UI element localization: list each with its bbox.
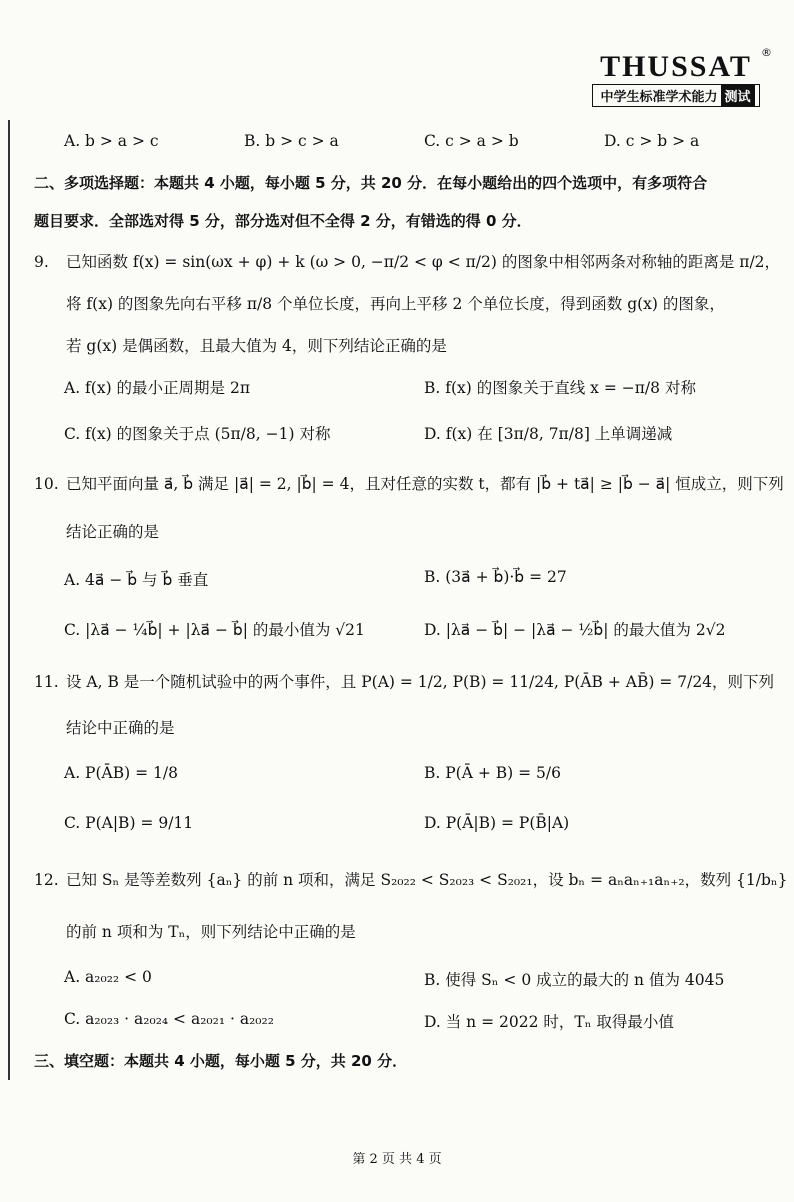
- q11-text1: 设 A, B 是一个随机试验中的两个事件，且 P(A) = 1/2, P(B) = 11/24, P(ĀB + AB̄) = 7/24，则下列: [66, 673, 775, 691]
- q12-text1: 已知 Sₙ 是等差数列 {aₙ} 的前 n 项和，满足 S₂₀₂₂ < S₂₀₂₃ < S₂₀₂₁，设 bₙ = aₙaₙ₊₁aₙ₊₂，数列 {1/bₙ}: [66, 871, 788, 889]
- q11-line2: 结论中正确的是: [66, 719, 175, 737]
- logo-brand: THUSSAT: [600, 50, 752, 83]
- q8-option-b: B. b > c > a: [244, 132, 339, 150]
- thussat-logo: [586, 46, 772, 107]
- q8-option-c: C. c > a > b: [424, 132, 519, 150]
- q8-option-d: D. c > b > a: [604, 132, 700, 150]
- section3-heading: 三、填空题：本题共 4 小题，每小题 5 分，共 20 分．: [34, 1052, 408, 1070]
- q10-option-c: C. |λa⃗ − ¼b⃗| + |λa⃗ − b⃗| 的最小值为 √21: [64, 621, 365, 639]
- q10-line2: 结论正确的是: [66, 523, 160, 541]
- q9-line2: 将 f(x) 的图象先向右平移 π/8 个单位长度，再向上平移 2 个单位长度，得到函数 g(x) 的图象，: [66, 295, 725, 313]
- q11-option-a: A. P(ĀB) = 1/8: [64, 764, 178, 782]
- q11-line1: [34, 670, 774, 692]
- q10-text1: 已知平面向量 a⃗, b⃗ 满足 |a⃗| = 2, |b⃗| = 4，且对任意的实数 t，都有 |b⃗ + ta⃗| ≥ |b⃗ − a⃗| 恒成立，则下列: [66, 475, 784, 493]
- logo-subtitle: [592, 84, 760, 107]
- q11-option-b: B. P(Ā + B) = 5/6: [424, 764, 561, 782]
- page-footer: 第 2 页 共 4 页: [352, 1152, 442, 1167]
- q10-line1: [34, 472, 784, 494]
- q12-option-d: D. 当 n = 2022 时，Tₙ 取得最小值: [424, 1013, 674, 1031]
- q9-text1: 已知函数 f(x) = sin(ωx + φ) + k (ω > 0, −π/2 < φ < π/2) 的图象中相邻两条对称轴的距离是 π/2，: [66, 253, 781, 271]
- q12-option-c: C. a₂₀₂₃ · a₂₀₂₄ < a₂₀₂₁ · a₂₀₂₂: [64, 1010, 274, 1028]
- logo-registered-mark: ®: [761, 46, 772, 59]
- q9-line1: [34, 250, 780, 272]
- q11-number: 11.: [34, 673, 59, 691]
- q12-line1: [34, 868, 787, 890]
- margin-line: [8, 120, 10, 1080]
- logo-sub-badge: 测试: [721, 85, 755, 106]
- q11-option-d: D. P(Ā|B) = P(B̄|A): [424, 814, 570, 832]
- q10-option-b: B. (3a⃗ + b⃗)·b⃗ = 27: [424, 568, 567, 586]
- q12-option-a: A. a₂₀₂₂ < 0: [64, 968, 152, 986]
- q12-line2: 的前 n 项和为 Tₙ，则下列结论中正确的是: [66, 923, 356, 941]
- q10-number: 10.: [34, 475, 59, 493]
- q8-option-a: A. b > a > c: [64, 132, 159, 150]
- q9-option-a: A. f(x) 的最小正周期是 2π: [64, 379, 251, 397]
- q9-option-d: D. f(x) 在 [3π/8, 7π/8] 上单调递减: [424, 425, 673, 443]
- logo-sub-text: 中学生标准学术能力: [600, 90, 718, 105]
- q12-number: 12.: [34, 871, 59, 889]
- q10-option-a: A. 4a⃗ − b⃗ 与 b⃗ 垂直: [64, 571, 209, 589]
- q9-option-b: B. f(x) 的图象关于直线 x = −π/8 对称: [424, 379, 696, 397]
- q9-number: 9.: [34, 253, 49, 271]
- section2-line2: 题目要求．全部选对得 5 分，部分选对但不全得 2 分，有错选的得 0 分．: [34, 212, 532, 230]
- q10-option-d: D. |λa⃗ − b⃗| − |λa⃗ − ½b⃗| 的最大值为 2√2: [424, 621, 726, 639]
- q9-line3: 若 g(x) 是偶函数，且最大值为 4，则下列结论正确的是: [66, 337, 447, 355]
- q12-option-b: B. 使得 Sₙ < 0 成立的最大的 n 值为 4045: [424, 971, 725, 989]
- q9-option-c: C. f(x) 的图象关于点 (5π/8, −1) 对称: [64, 425, 331, 443]
- q11-option-c: C. P(A|B) = 9/11: [64, 814, 194, 832]
- section2-line1: 二、多项选择题：本题共 4 小题，每小题 5 分，共 20 分．在每小题给出的四个选项中，有多项符合: [34, 174, 708, 192]
